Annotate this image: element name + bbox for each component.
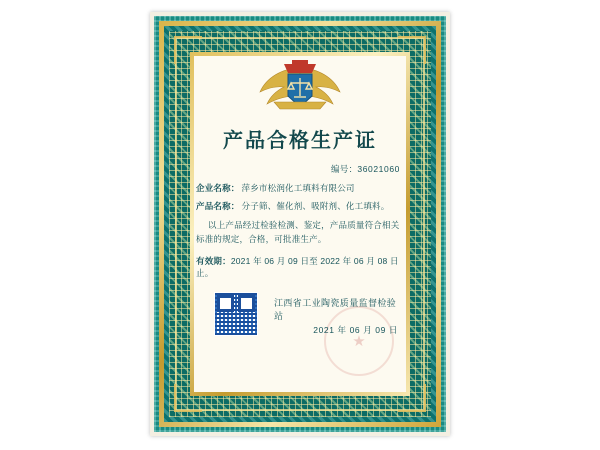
national-emblem-icon bbox=[254, 58, 346, 120]
field-company-name-label: 企业名称： bbox=[196, 183, 240, 193]
certificate-content bbox=[196, 124, 404, 279]
field-company-name-value: 萍乡市松润化工填料有限公司 bbox=[241, 183, 355, 193]
serial-number-label: 编号： bbox=[330, 164, 358, 174]
field-product-name-value: 分子筛、催化剂、吸附剂、化工填料。 bbox=[241, 201, 390, 211]
validity-period-label: 有效期： bbox=[196, 255, 231, 266]
issue-date: 2021 年 06 月 09 日 bbox=[313, 325, 398, 335]
field-product-name-label: 产品名称： bbox=[196, 201, 240, 211]
field-product-name bbox=[196, 200, 404, 212]
certificate-paper bbox=[150, 12, 450, 436]
official-seal bbox=[324, 306, 394, 376]
certificate-footer bbox=[196, 284, 404, 364]
certification-statement: 以上产品经过检验检测、鉴定，产品质量符合相关标准的规定，合格，可批准生产。 bbox=[196, 220, 400, 245]
page-title: 产品合格生产证 bbox=[223, 128, 377, 152]
corner-flourish-top-right bbox=[398, 36, 426, 64]
seal-star-icon: ★ bbox=[352, 333, 366, 350]
serial-number-row bbox=[196, 163, 400, 175]
corner-flourish-top-left bbox=[174, 36, 202, 64]
corner-flourish-bottom-right bbox=[398, 384, 426, 412]
validity-period bbox=[196, 255, 404, 279]
issuing-authority: 江西省工业陶瓷质量监督检验站 bbox=[274, 298, 397, 321]
corner-flourish-bottom-left bbox=[174, 384, 202, 412]
qr-code-icon[interactable] bbox=[214, 292, 258, 336]
serial-number-value: 36021060 bbox=[357, 164, 400, 174]
validity-period-value: 2021 年 06 月 09 日至 2022 年 06 月 08 日止。 bbox=[196, 255, 399, 278]
field-company-name bbox=[196, 182, 404, 194]
